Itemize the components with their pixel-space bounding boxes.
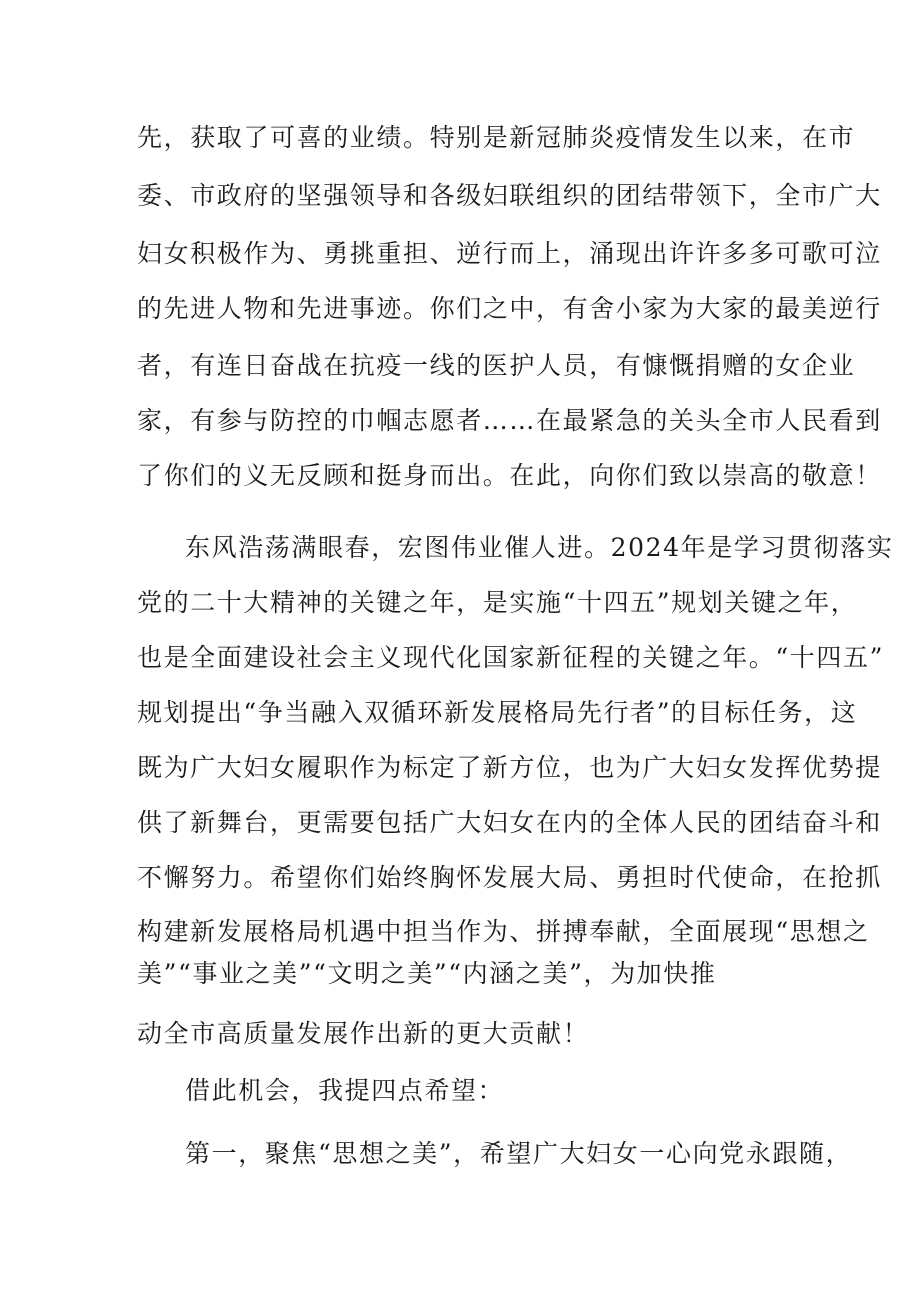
text-line: 动全市高质量发展作出新的更大贡献！ <box>137 1019 590 1048</box>
text-line: 既为广大妇女履职作为标定了新方位，也为广大妇女发挥优势提 <box>137 753 882 782</box>
text-line: 供了新舞台，更需要包括广大妇女在内的全体人民的团结奋斗和 <box>137 808 882 837</box>
text-line: 者，有连日奋战在抗疫一线的医护人员，有慷慨捐赠的女企业 <box>137 351 856 380</box>
text-line: 不懈努力。希望你们始终胸怀发展大局、勇担时代使命，在抢抓 <box>137 863 882 892</box>
text-line: 也是全面建设社会主义现代化国家新征程的关键之年。“十四五” <box>137 643 884 672</box>
paragraph-first-line: 东风浩荡满眼春，宏图伟业催人进。2024年是学习贯彻落实 <box>185 533 894 562</box>
text-line: 妇女积极作为、勇挑重担、逆行而上，涌现出许许多多可歌可泣 <box>137 239 882 268</box>
text-line: 家，有参与防控的巾帼志愿者……在最紧急的关头全市人民看到 <box>137 406 882 435</box>
paragraph-first-line: 借此机会，我提四点希望： <box>185 1076 505 1105</box>
text-line: 美”“事业之美”“文明之美”“内涵之美”，为加快推 <box>137 959 717 988</box>
text-line: 构建新发展格局机遇中担当作为、拼搏奉献，全面展现“思想之 <box>137 917 870 946</box>
text-line: 委、市政府的坚强领导和各级妇联组织的团结带领下，全市广大 <box>137 181 882 210</box>
paragraph-first-line: 第一，聚焦“思想之美”，希望广大妇女一心向党永跟随， <box>185 1139 853 1168</box>
text-line: 先，获取了可喜的业绩。特别是新冠肺炎疫情发生以来，在市 <box>137 123 856 152</box>
text-line: 的先进人物和先进事迹。你们之中，有舍小家为大家的最美逆行 <box>137 294 882 323</box>
text-line: 党的二十大精神的关键之年，是实施“十四五”规划关键之年， <box>137 588 858 617</box>
text-line: 了你们的义无反顾和挺身而出。在此，向你们致以崇高的敬意！ <box>137 461 882 490</box>
text-line: 规划提出“争当融入双循环新发展格局先行者”的目标任务，这 <box>137 698 858 727</box>
